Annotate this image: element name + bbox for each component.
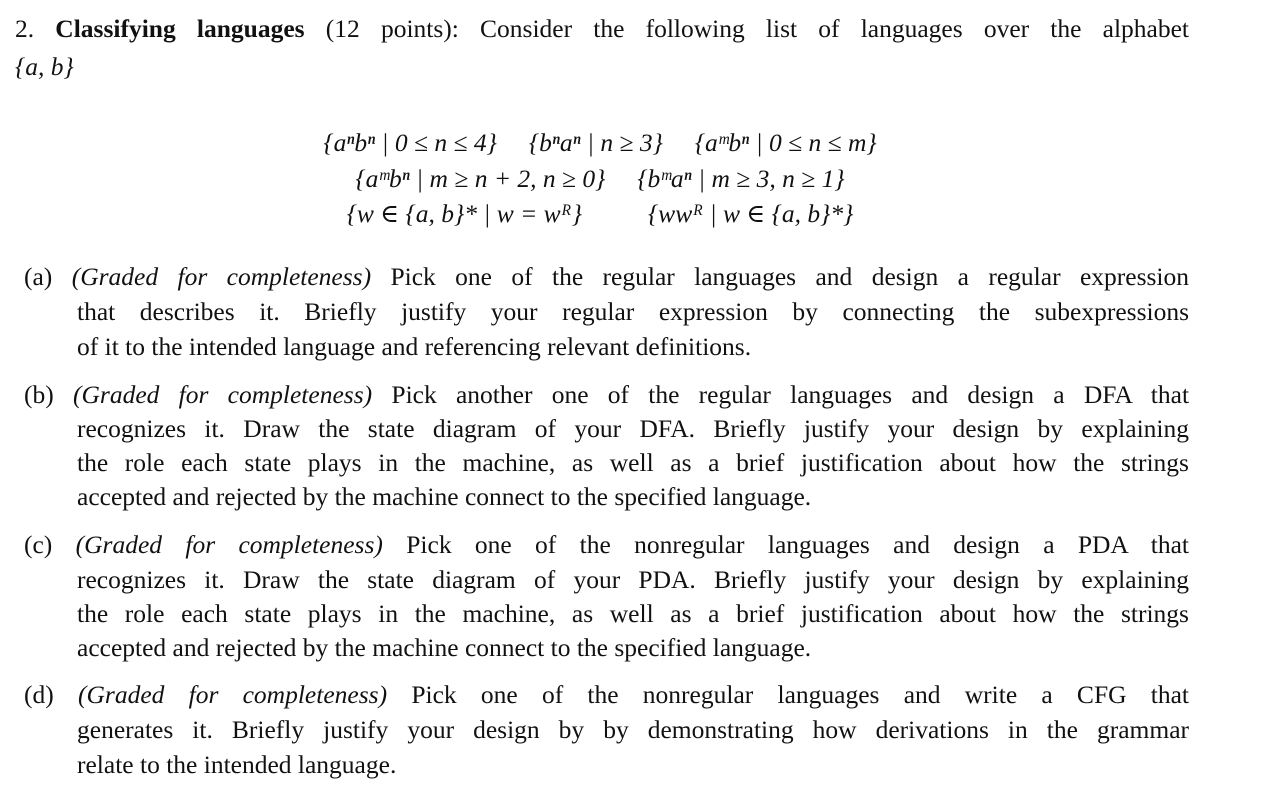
question-title: Classifying languages <box>55 14 305 43</box>
part-note: (Graded for completeness) <box>75 530 383 559</box>
part-line <box>24 678 1189 712</box>
language-row-2 <box>0 162 1200 196</box>
part-line <box>24 528 1189 562</box>
part-line: the role each state plays in the machine, as well as a brief justification about how the strings <box>77 448 1189 477</box>
language: {wwᴿ | w ∈ {a, b}*} <box>647 199 854 228</box>
part-line: recognizes it. Draw the state diagram of your PDA. Briefly justify your design by explaining <box>77 565 1189 594</box>
part-label: (b) <box>24 380 54 409</box>
part-line <box>24 378 1189 412</box>
part-line: the role each state plays in the machine, as well as a brief justification about how the strings <box>77 599 1189 628</box>
alphabet: {a, b} <box>15 52 74 81</box>
part-text: Pick one of the nonregular languages and write a CFG that <box>411 680 1190 709</box>
part-line: generates it. Briefly justify your design by by demonstrating how derivations in the grammar <box>77 715 1189 744</box>
part-note: (Graded for completeness) <box>73 380 373 409</box>
part-label: (d) <box>24 680 54 709</box>
part-line <box>24 260 1189 294</box>
question-heading <box>15 12 1189 46</box>
part-line: recognizes it. Draw the state diagram of your DFA. Briefly justify your design by explaining <box>77 414 1189 443</box>
part-line: accepted and rejected by the machine connect to the specified language. <box>77 633 812 662</box>
part-label: (a) <box>24 262 53 291</box>
part-label: (c) <box>24 530 53 559</box>
part-text: Pick another one of the regular languages and design a DFA that <box>391 380 1190 409</box>
part-text: Pick one of the nonregular languages and design a PDA that <box>406 530 1190 559</box>
part-note: (Graded for completeness) <box>71 262 372 291</box>
part-line: relate to the intended language. <box>77 750 397 779</box>
language: {w ∈ {a, b}* | w = wᴿ} <box>346 199 582 228</box>
language: {bᵐaⁿ | m ≥ 3, n ≥ 1} <box>637 164 845 193</box>
language: {aᵐbⁿ | m ≥ n + 2, n ≥ 0} <box>355 164 606 193</box>
part-line: accepted and rejected by the machine connect to the specified language. <box>77 482 812 511</box>
language: {aᵐbⁿ | 0 ≤ n ≤ m} <box>694 128 877 157</box>
language-row-1 <box>0 126 1200 160</box>
part-note: (Graded for completeness) <box>77 680 388 709</box>
language: {aⁿbⁿ | 0 ≤ n ≤ 4} <box>323 128 497 157</box>
question-intro: (12 points): Consider the following list of languages over the alphabet <box>325 14 1189 43</box>
language: {bⁿaⁿ | n ≥ 3} <box>528 128 663 157</box>
question-number: 2. <box>15 14 35 43</box>
part-line: of it to the intended language and referencing relevant definitions. <box>77 332 752 361</box>
language-row-3 <box>0 197 1200 231</box>
part-text: Pick one of the regular languages and design a regular expression <box>390 262 1189 291</box>
part-line: that describes it. Briefly justify your regular expression by connecting the subexpressions <box>77 297 1189 326</box>
